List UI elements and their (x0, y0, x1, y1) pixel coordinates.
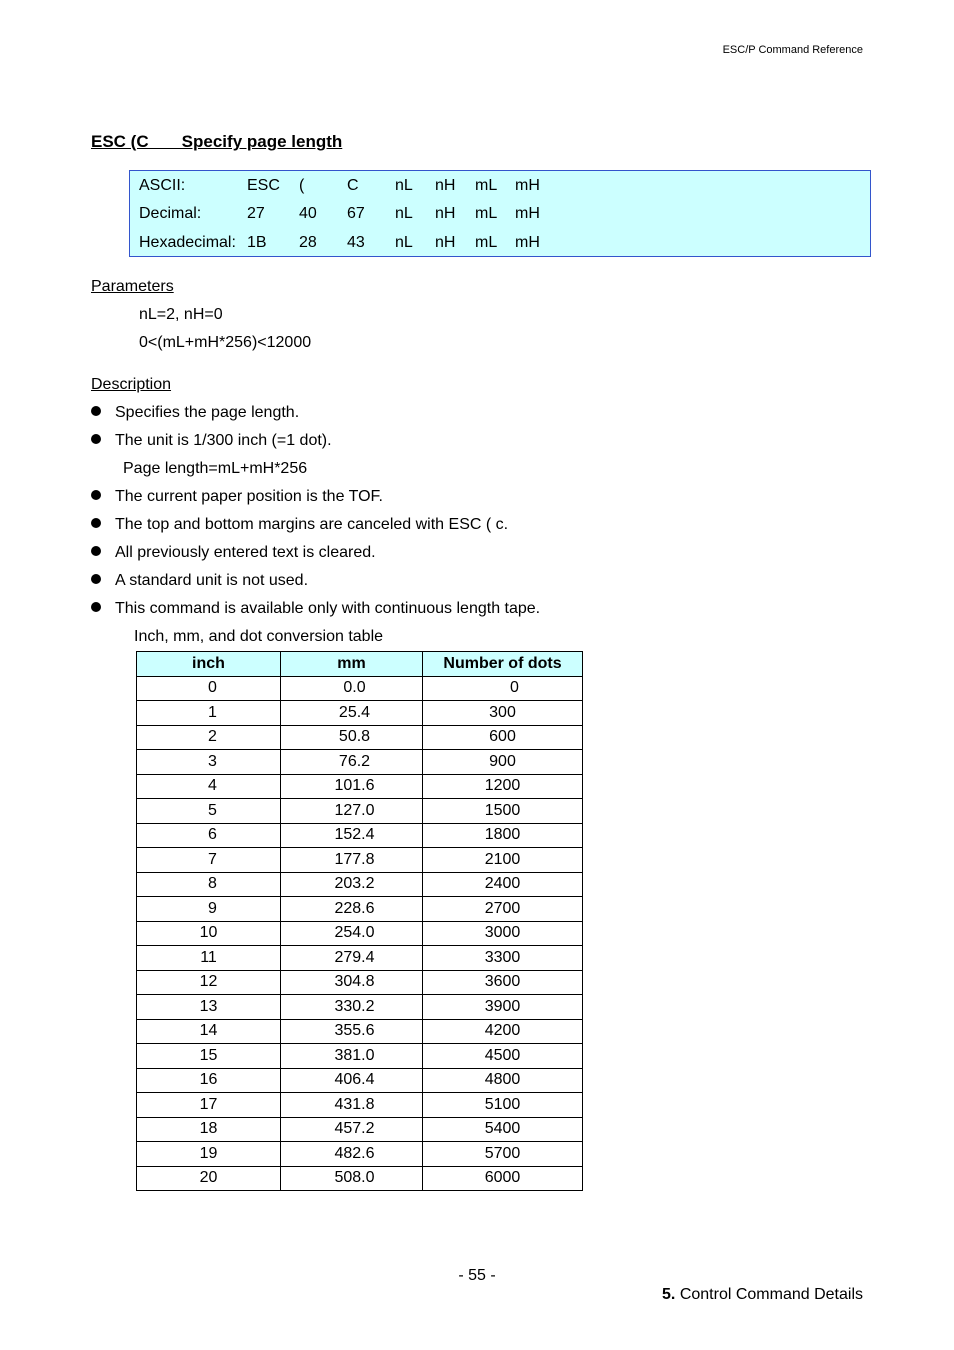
command-title: ESC (C Specify page length (91, 132, 343, 151)
cell-mm: 304.8 (281, 970, 423, 995)
cell-inch: 12 (137, 970, 281, 995)
cell-dots: 1500 (423, 799, 583, 824)
table-row (137, 1019, 583, 1044)
cell-dots: 600 (423, 725, 583, 750)
cell-inch: 2 (137, 725, 281, 750)
code-cell: ( (299, 177, 305, 194)
bullet-item: All previously entered text is cleared. (91, 544, 376, 562)
code-cell: C (347, 177, 359, 194)
code-cell: mH (515, 177, 540, 194)
cell-inch: 1 (137, 701, 281, 726)
cell-dots: 5100 (423, 1093, 583, 1118)
code-cell: nH (435, 177, 456, 194)
cell-mm: 457.2 (281, 1117, 423, 1142)
code-cell: nH (435, 205, 456, 222)
cell-inch: 3 (137, 750, 281, 775)
table-body (137, 676, 583, 1191)
cell-inch: 17 (137, 1093, 281, 1118)
table-row (137, 946, 583, 971)
bullet-dot-icon (91, 406, 101, 416)
code-cell: 40 (299, 205, 317, 222)
cell-inch: 13 (137, 995, 281, 1020)
bullet-item: The current paper position is the TOF. (91, 488, 383, 506)
cell-mm: 203.2 (281, 872, 423, 897)
column-header-inch: inch (137, 652, 281, 677)
cell-mm: 0.0 (281, 676, 423, 701)
code-cell: nH (435, 234, 456, 251)
cell-dots: 900 (423, 750, 583, 775)
table-row (137, 1068, 583, 1093)
row-label: Hexadecimal: (139, 234, 236, 251)
table-row (137, 921, 583, 946)
code-cell: nL (395, 234, 413, 251)
cell-inch: 19 (137, 1142, 281, 1167)
cell-dots: 2700 (423, 897, 583, 922)
code-cell: 1B (247, 234, 267, 251)
cell-inch: 5 (137, 799, 281, 824)
table-row (137, 725, 583, 750)
code-cell: mH (515, 205, 540, 222)
cell-dots: 0 (423, 676, 583, 701)
table-row (137, 750, 583, 775)
code-cell: ESC (247, 177, 280, 194)
code-cell: nL (395, 205, 413, 222)
command-code-box (129, 170, 871, 257)
bullet-dot-icon (91, 490, 101, 500)
code-cell: mL (475, 205, 498, 222)
cell-mm: 76.2 (281, 750, 423, 775)
table-row (137, 799, 583, 824)
cell-dots: 5700 (423, 1142, 583, 1167)
table-row (137, 701, 583, 726)
cell-mm: 431.8 (281, 1093, 423, 1118)
bullet-item: This command is available only with continuous length tape. (91, 600, 540, 618)
cell-inch: 8 (137, 872, 281, 897)
bullet-dot-icon (91, 574, 101, 584)
table-row (137, 970, 583, 995)
cell-dots: 2400 (423, 872, 583, 897)
cell-inch: 4 (137, 774, 281, 799)
cell-mm: 279.4 (281, 946, 423, 971)
cell-mm: 101.6 (281, 774, 423, 799)
column-header-dots: Number of dots (423, 652, 583, 677)
table-row (137, 1093, 583, 1118)
parameters-heading: Parameters (91, 278, 174, 295)
bullet-item: Specifies the page length. (91, 404, 299, 422)
page-number: - 55 - (458, 1267, 496, 1284)
table-row (137, 1166, 583, 1191)
cell-inch: 14 (137, 1019, 281, 1044)
cell-inch: 0 (137, 676, 281, 701)
cell-dots: 4500 (423, 1044, 583, 1069)
cell-mm: 254.0 (281, 921, 423, 946)
code-cell: 43 (347, 234, 365, 251)
bullet-dot-icon (91, 602, 101, 612)
cell-mm: 25.4 (281, 701, 423, 726)
table-row (137, 1044, 583, 1069)
cell-mm: 152.4 (281, 823, 423, 848)
cell-mm: 406.4 (281, 1068, 423, 1093)
cell-dots: 3000 (423, 921, 583, 946)
cell-inch: 20 (137, 1166, 281, 1191)
cell-dots: 3600 (423, 970, 583, 995)
running-header: ESC/P Command Reference (722, 44, 863, 56)
code-cell: mL (475, 177, 498, 194)
cell-inch: 15 (137, 1044, 281, 1069)
table-row (137, 848, 583, 873)
table-row (137, 676, 583, 701)
code-cell: 28 (299, 234, 317, 251)
cell-dots: 4800 (423, 1068, 583, 1093)
table-row (137, 1117, 583, 1142)
table-row (137, 995, 583, 1020)
cell-inch: 9 (137, 897, 281, 922)
cell-dots: 1200 (423, 774, 583, 799)
bullet-item: The top and bottom margins are canceled with ESC ( c. (91, 516, 508, 534)
code-cell: nL (395, 177, 413, 194)
table-caption: Inch, mm, and dot conversion table (134, 628, 384, 645)
cell-dots: 6000 (423, 1166, 583, 1191)
cell-dots: 1800 (423, 823, 583, 848)
page-length-formula: Page length=mL+mH*256 (123, 460, 308, 477)
code-cell: mL (475, 234, 498, 251)
description-heading: Description (91, 376, 172, 393)
table-row (137, 774, 583, 799)
row-label: Decimal: (139, 205, 202, 222)
cell-dots: 5400 (423, 1117, 583, 1142)
cell-mm: 177.8 (281, 848, 423, 873)
cell-inch: 18 (137, 1117, 281, 1142)
bullet-item: The unit is 1/300 inch (=1 dot). (91, 432, 332, 450)
parameter-line: nL=2, nH=0 (139, 306, 223, 323)
cell-mm: 355.6 (281, 1019, 423, 1044)
code-cell: 27 (247, 205, 265, 222)
cell-inch: 6 (137, 823, 281, 848)
conversion-table (136, 651, 583, 1191)
cell-mm: 508.0 (281, 1166, 423, 1191)
cell-inch: 16 (137, 1068, 281, 1093)
row-label: ASCII: (139, 177, 186, 194)
cell-dots: 2100 (423, 848, 583, 873)
table-row (137, 823, 583, 848)
table-row (137, 872, 583, 897)
cell-mm: 330.2 (281, 995, 423, 1020)
bullet-dot-icon (91, 434, 101, 444)
bullet-dot-icon (91, 546, 101, 556)
cell-mm: 228.6 (281, 897, 423, 922)
cell-dots: 3300 (423, 946, 583, 971)
cell-dots: 3900 (423, 995, 583, 1020)
cell-mm: 381.0 (281, 1044, 423, 1069)
cell-dots: 4200 (423, 1019, 583, 1044)
cell-mm: 127.0 (281, 799, 423, 824)
column-header-mm: mm (281, 652, 423, 677)
bullet-item: A standard unit is not used. (91, 572, 308, 590)
table-row (137, 1142, 583, 1167)
cell-inch: 7 (137, 848, 281, 873)
chapter-footer: 5. Control Command Details (662, 1286, 863, 1303)
code-cell: mH (515, 234, 540, 251)
cell-inch: 10 (137, 921, 281, 946)
code-cell: 67 (347, 205, 365, 222)
parameter-line: 0<(mL+mH*256)<12000 (139, 334, 312, 351)
cell-dots: 300 (423, 701, 583, 726)
cell-mm: 50.8 (281, 725, 423, 750)
table-row (137, 897, 583, 922)
table-header-row (137, 652, 583, 677)
bullet-dot-icon (91, 518, 101, 528)
cell-inch: 11 (137, 946, 281, 971)
cell-mm: 482.6 (281, 1142, 423, 1167)
